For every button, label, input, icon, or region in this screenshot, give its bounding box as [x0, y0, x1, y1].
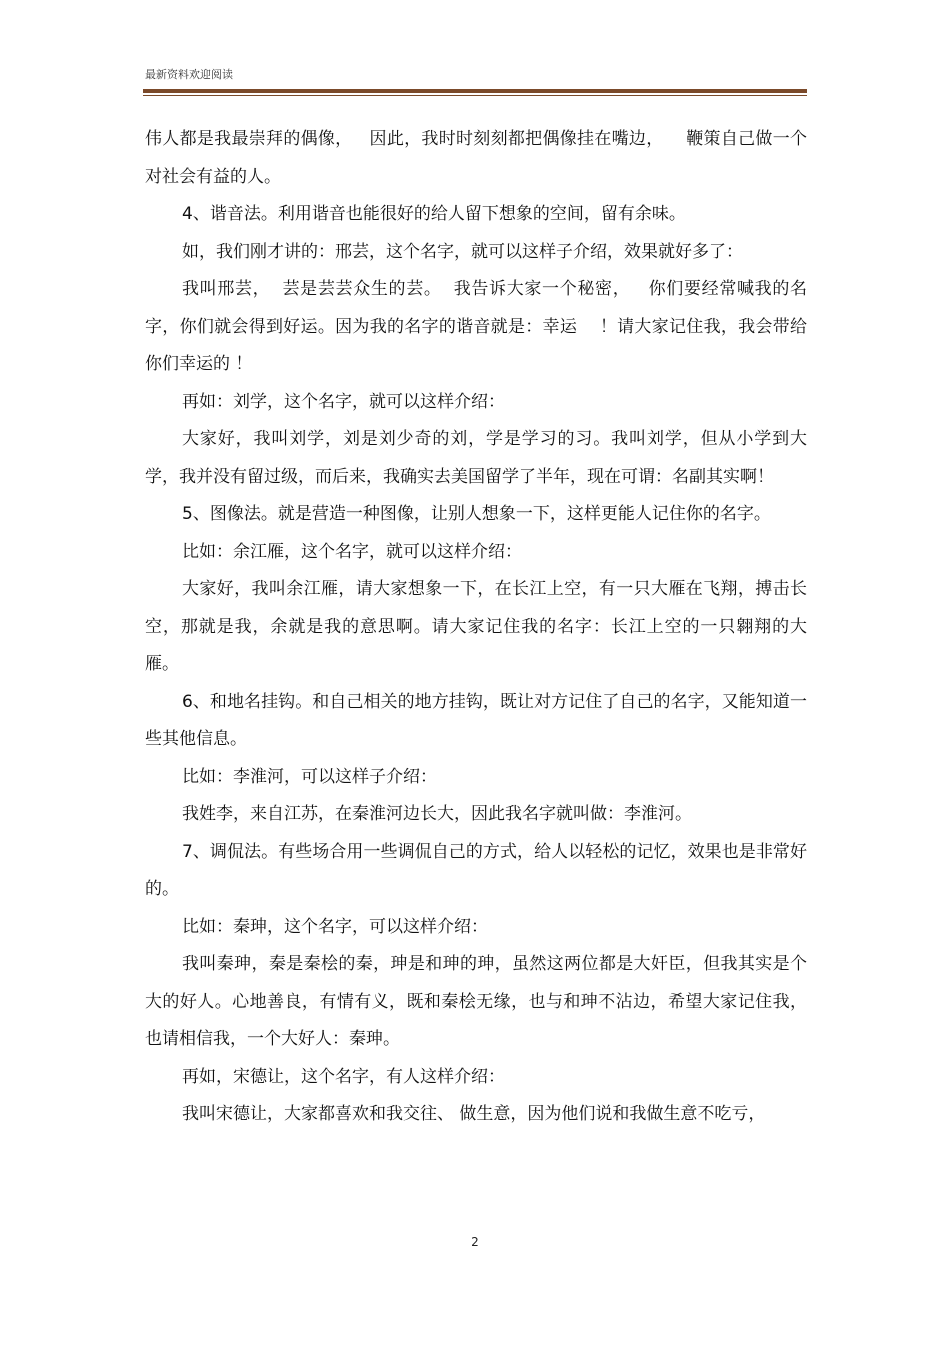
page-header-title: 最新资料欢迎阅读 [145, 68, 233, 81]
paragraph-13: 7、调侃法。有些场合用一些调侃自己的方式，给人以轻松的记忆，效果也是非常好的。 [145, 841, 807, 899]
paragraph-15: 我叫秦珅，秦是秦桧的秦，珅是和珅的珅，虽然这两位都是大奸臣，但我其实是个大的好人。心地善良，有情有义，既和秦桧无缘，也与和珅不沾边，希望大家记住我，也请相信我，一个大好人：秦珅。 [145, 954, 807, 1049]
paragraph-2: 4、谐音法。利用谐音也能很好的给人留下想象的空间，留有余味。 [182, 204, 686, 224]
paragraph-9: 大家好，我叫余江雁，请大家想象一下，在长江上空，有一只大雁在飞翔，搏击长空，那就是我，余就是我的意思啊。请大家记住我的名字：长江上空的一只翱翔的大雁。 [145, 579, 807, 674]
paragraph-8: 比如：余江雁，这个名字，就可以这样介绍： [182, 541, 522, 562]
paragraph-6: 大家好，我叫刘学，刘是刘少奇的刘，学是学习的习。我叫刘学，但从小学到大学，我并没有留过级，而后来，我确实去美国留学了半年，现在可谓：名副其实啊！ [145, 429, 807, 487]
paragraph-10: 6、和地名挂钩。和自己相关的地方挂钩，既让对方记住了自己的名字，又能知道一些其他信息。 [145, 691, 807, 749]
paragraph-7: 5、图像法。就是营造一种图像，让别人想象一下，这样更能人记住你的名字。 [182, 504, 771, 524]
cut-off-line-remnant [145, 1222, 807, 1232]
header-rule-thin [143, 95, 807, 96]
paragraph-4: 我叫邢芸， 芸是芸芸众生的芸。 我告诉大家一个秘密， 你们要经常喊我的名字，你们就会得到好运。因为我的名字的谐音就是：幸运 ！请大家记住我，我会带给你们幸运的 ！ [145, 279, 807, 374]
paragraph-3: 如，我们刚才讲的：邢芸，这个名字，就可以这样子介绍，效果就好多了： [182, 241, 743, 262]
paragraph-17: 我叫宋德让，大家都喜欢和我交往、 做生意，因为他们说和我做生意不吃亏， [182, 1104, 766, 1124]
paragraph-16: 再如，宋德让，这个名字，有人这样介绍： [182, 1066, 505, 1087]
header-rule-thick [143, 89, 807, 93]
page-number: 2 [471, 1235, 479, 1249]
paragraph-1: 伟人都是我最崇拜的偶像， 因此，我时时刻刻都把偶像挂在嘴边， 鞭策自己做一个对社会有益的人。 [145, 129, 807, 187]
paragraph-12: 我姓李，来自江苏，在秦淮河边长大，因此我名字就叫做：李淮河。 [182, 804, 692, 824]
paragraph-14: 比如：秦珅，这个名字，可以这样介绍： [182, 916, 488, 937]
document-body [145, 121, 807, 1134]
paragraph-11: 比如：李淮河，可以这样子介绍： [182, 766, 437, 787]
paragraph-5: 再如：刘学，这个名字，就可以这样介绍： [182, 391, 505, 412]
